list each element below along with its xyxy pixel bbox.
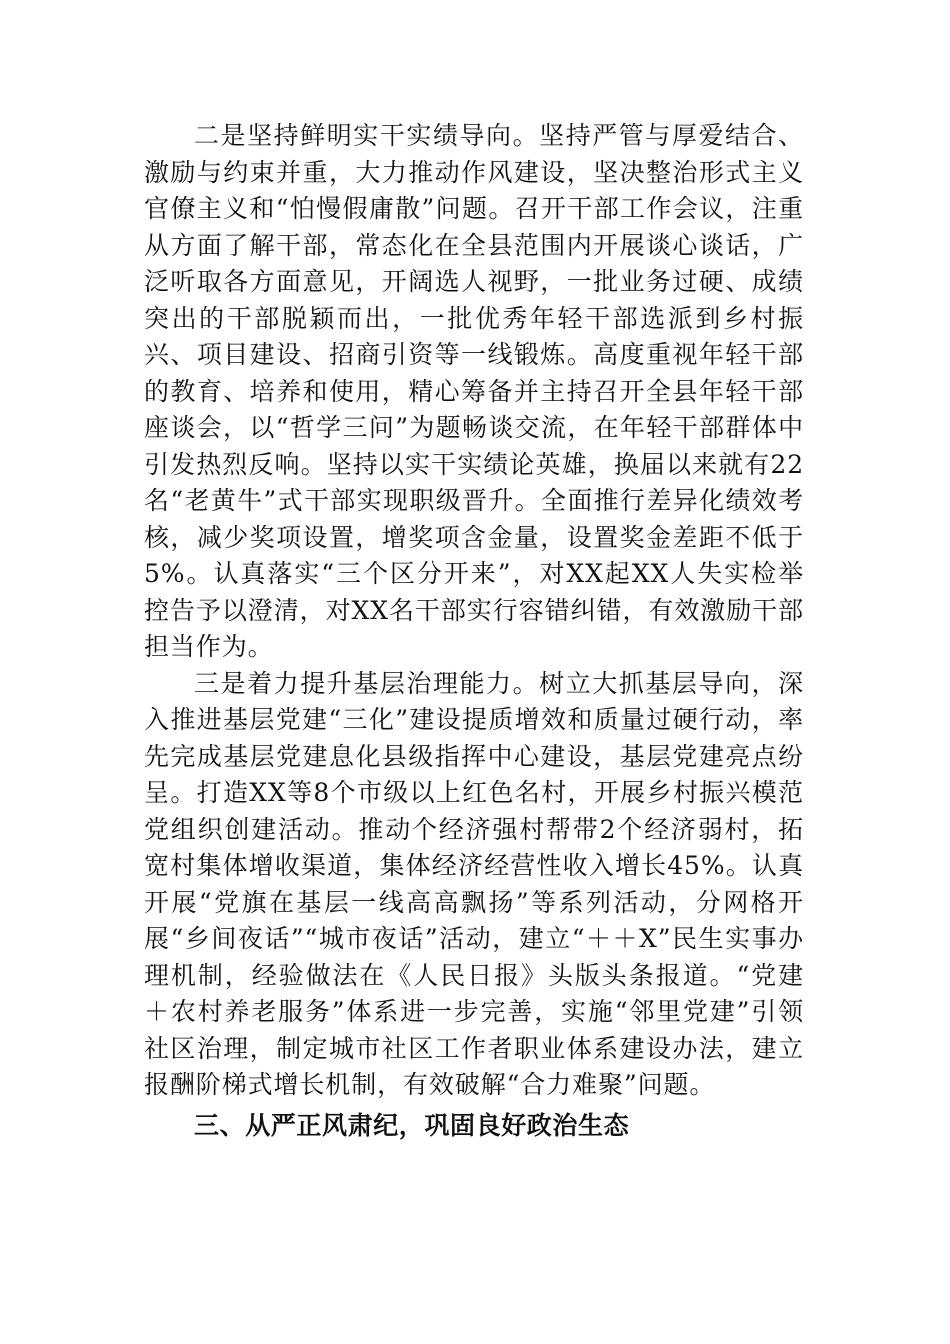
paragraph-grassroots-governance: 三是着力提升基层治理能力。树立大抓基层导向，深入推进基层党建“三化”建设提质增效和质量过硬行动，率先完成基层党建息化县级指挥中心建设，基层党建亮点纷呈。打造XX等8个市级以上红色名村，开展乡村振兴模范党组织创建活动。推动个经济强村帮带2个经济弱村，拓宽村集体增收渠道，集体经济经营性收入增长45%。认真开展“党旗在基层一线高高飘扬”等系列活动，分网格开展“乡间夜话”“城市夜话”活动，建立“＋＋X”民生实事办理机制，经验做法在《人民日报》头版头条报道。“党建＋农村养老服务”体系进一步完善，实施“邻里党建”引领社区治理，制定城市社区工作者职业体系建设办法，建立报酬阶梯式增长机制，有效破解“合力难聚”问题。 xyxy=(144,668,804,1099)
section-heading: 三、从严正风肃纪，巩固良好政治生态 xyxy=(194,1110,630,1140)
paragraph-cadre-performance: 二是坚持鲜明实干实绩导向。坚持严管与厚爱结合、激励与约束并重，大力推动作风建设，坚决整治形式主义官僚主义和“怕慢假庸散”问题。召开干部工作会议，注重从方面了解干部，常态化在全县范围内开展谈心谈话，广泛听取各方面意见，开阔选人视野，一批业务过硬、成绩突出的干部脱颖而出，一批优秀年轻干部选派到乡村振兴、项目建设、招商引资等一线锻炼。高度重视年轻干部的教育、培养和使用，精心筹备并主持召开全县年轻干部座谈会，以“哲学三问”为题畅谈交流，在年轻干部群体中引发热烈反响。坚持以实干实绩论英雄，换届以来就有22名“老黄牛”式干部实现职级晋升。全面推行差异化绩效考核，减少奖项设置，增奖项含金量，设置奖金差距不低于5%。认真落实“三个区分开来”，对XX起XX人失实检举控告予以澄清，对XX名干部实行容错纠错，有效激励干部担当作为。 xyxy=(144,121,804,661)
document-page xyxy=(144,118,804,1144)
